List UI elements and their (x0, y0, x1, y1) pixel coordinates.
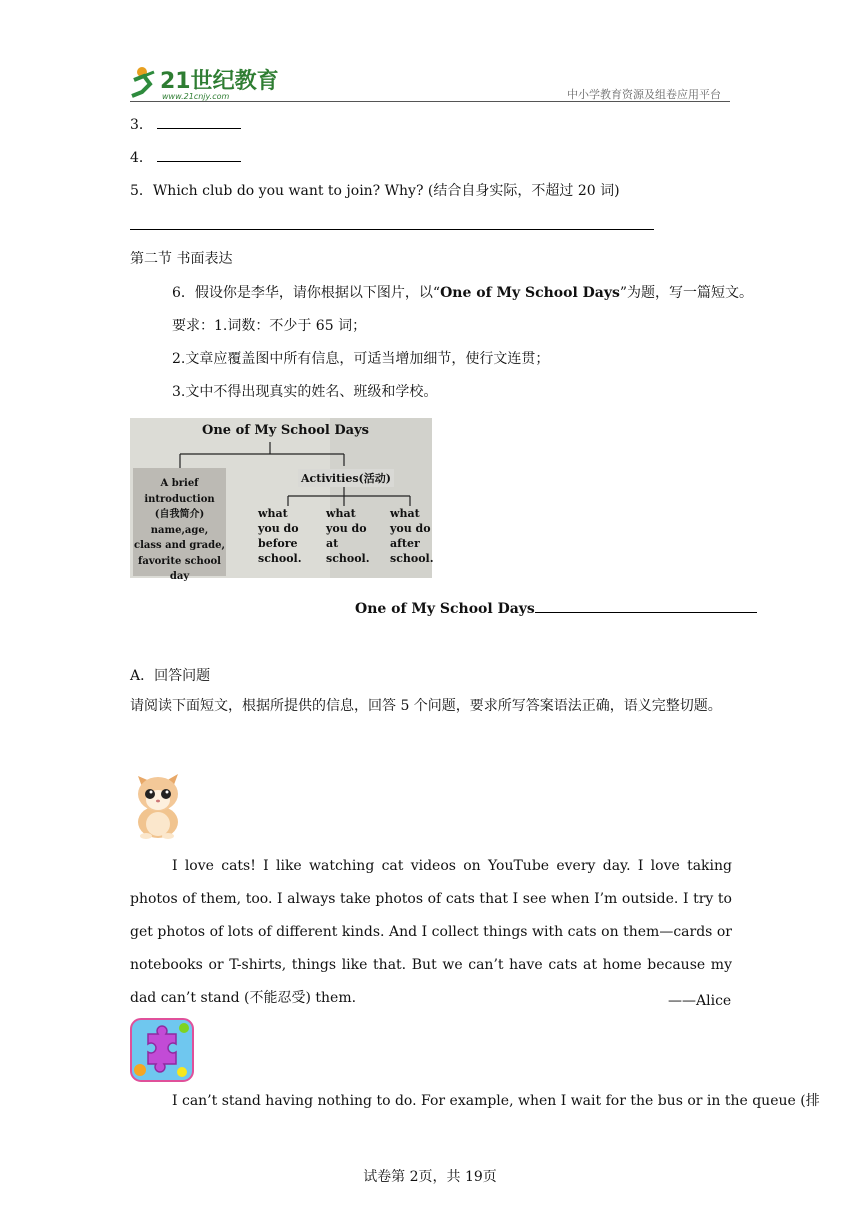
question-4-number: 4． (130, 150, 153, 166)
intro-line: (自我简介) (154, 509, 205, 520)
question-5: 5．Which club do you want to join? Why? (结合自身实际，不超过 20 词) (130, 183, 620, 199)
puzzle-app-icon (130, 1018, 194, 1082)
intro-line: name,age, (150, 524, 209, 536)
col-line: at (326, 537, 339, 550)
answer-line-5[interactable] (130, 229, 654, 230)
intro-line: A brief (160, 478, 199, 489)
col-line: you do (326, 522, 367, 535)
intro-line: class and grade, (134, 540, 225, 551)
q6-pre: 6．假设你是李华，请你根据以下图片，以“ (172, 285, 441, 301)
essay-title-line (355, 598, 757, 617)
cat-image (130, 766, 184, 840)
question-4 (130, 147, 241, 167)
header-divider (130, 101, 730, 102)
question-6-prompt (172, 282, 753, 302)
header-platform-text: 中小学教育资源及组卷应用平台 (567, 88, 721, 101)
outline-diagram (130, 418, 434, 582)
col-line: school. (258, 552, 302, 565)
col-line: what (258, 507, 288, 520)
col-line: what (390, 507, 420, 520)
question-3-number: 3． (130, 117, 153, 133)
answer-blank-3[interactable] (157, 116, 241, 129)
diagram-before-school (258, 506, 302, 566)
answer-blank-4[interactable] (157, 149, 241, 162)
col-line: before (258, 537, 298, 550)
q6-title: One of My School Days (440, 285, 620, 301)
part-a-heading: A．回答问题 (130, 668, 211, 684)
diagram-at-school (326, 506, 370, 566)
page-footer: 试卷第 2页，共 19页 (363, 1169, 497, 1185)
intro-line: favorite school day (138, 555, 221, 582)
col-line: what (326, 507, 356, 520)
diagram-root: One of My School Days (202, 423, 369, 438)
essay-answer-line[interactable] (535, 598, 757, 613)
col-line: you do (390, 522, 431, 535)
col-line: after (390, 537, 420, 550)
essay-title: One of My School Days (355, 601, 535, 617)
logo-url: www.21cnjy.com (162, 92, 230, 101)
requirement-2: 2.文章应覆盖图中所有信息，可适当增加细节，使行文连贯； (172, 351, 550, 367)
diagram-activities: Activities(活动) (298, 469, 394, 487)
second-paragraph: I can’t stand having nothing to do. For example, when I wait for the bus or in the queue (排 (172, 1093, 820, 1109)
part-a-instruction: 请阅读下面短文，根据所提供的信息，回答 5 个问题，要求所写答案语法正确，语义完整切题。 (130, 698, 722, 714)
alice-paragraph: I love cats! I like watching cat videos on YouTube every day. I love taking photos of them, too. I always take photos of cats that I see when I’m outside. I try to get photos of lots of different kinds. And I collect things with cats on them—cards or notebooks or T-shirts, things like that. But we can’t have cats at home because my dad can’t stand (不能忍受) them. (130, 858, 732, 1006)
q6-post: ”为题，写一篇短文。 (619, 285, 754, 301)
section-heading: 第二节 书面表达 (130, 251, 233, 267)
signature-alice: ——Alice (668, 993, 732, 1009)
logo-text: 21世纪教育 (160, 69, 279, 94)
col-line: school. (326, 552, 370, 565)
requirement-1: 要求：1.词数：不少于 65 词； (172, 318, 367, 334)
col-line: school. (390, 552, 434, 565)
site-logo (128, 62, 278, 102)
question-3 (130, 114, 241, 134)
diagram-after-school (390, 506, 434, 566)
col-line: you do (258, 522, 299, 535)
requirement-3: 3.文中不得出现真实的姓名、班级和学校。 (172, 384, 438, 400)
intro-line: introduction (144, 493, 215, 505)
diagram-intro-box (133, 476, 226, 585)
